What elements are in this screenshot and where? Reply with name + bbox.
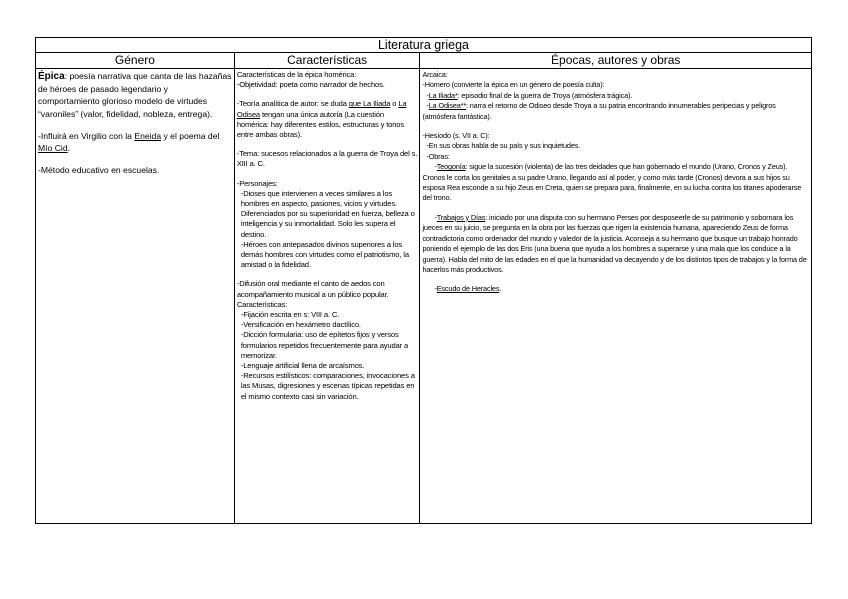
metodo-text: -Método educativo en escuelas. — [38, 165, 160, 176]
char-personajes: -Personajes: — [236, 178, 278, 188]
iliada-title: La Iliada* — [428, 90, 458, 100]
iliada-line — [422, 91, 809, 101]
teoria-odisea: La Odisea — [236, 99, 407, 119]
hesiodo-pais: -En sus obras habla de su país y sus inquietudes. — [426, 141, 581, 151]
hesiodo-heading: -Hesíodo (s. VII a. C): — [422, 131, 490, 141]
char-difusion: -Difusión oral mediante el canto de aedos con acompañamiento musical a un público popular. Características: — [236, 279, 389, 309]
teoria-a: -Teoría analítica de autor: se duda — [236, 99, 349, 109]
char-dioses: -Dioses que intervienen a veces similares a los hombres en aspecto, pasiones, vicios y virtudes. Diferenciados por su superioridad en fuerza, belleza o inteligencia y su inmortalidad. Solo les supera el destino. — [240, 188, 415, 239]
epocas-cell — [420, 69, 812, 524]
epica-definition — [38, 70, 232, 120]
escudo-dash: - — [434, 284, 437, 294]
literature-table — [35, 37, 812, 524]
header-caracteristicas: Características — [234, 53, 420, 69]
influ-a: -Influirá en Virgilio con la — [38, 130, 135, 141]
teogonia-dash: - — [434, 162, 437, 172]
odisea-title: La Odisea** — [428, 101, 467, 111]
eneida-title: Eneida — [134, 130, 162, 141]
influence-text — [38, 130, 232, 154]
odisea-line — [422, 101, 809, 122]
homero-line: -Homero (convierte la épica en un género de poesía culta): — [422, 80, 605, 90]
teoria-e: tengan una única autoría (La cuestión homérica: hay diferentes estilos, estructuras y tonos entre ambas obras). — [236, 109, 405, 140]
char-fijacion: -Fijación escrita en s: VIII a. C. — [240, 310, 340, 320]
char-versificacion: -Versificación en hexámetro dactílico. — [240, 320, 361, 330]
trabajos-dash: - — [434, 212, 437, 222]
iliada-text: : episodio final de la guerra de Troya (atmósfera trágica). — [457, 90, 633, 100]
char-heroes: -Héroes con antepasados divinos superiores a los demás hombres con virtudes como el patriotismo, la amistad o la fidelidad. — [240, 239, 409, 270]
trabajos-title: Trabajos y Días — [436, 212, 486, 222]
escudo-line — [422, 284, 809, 294]
escudo-title: Escudo de Heracles — [436, 284, 500, 294]
influ-b: y el poema del — [161, 130, 220, 141]
teoria-c: o — [390, 99, 399, 109]
mio-cid-title: Mío Cid — [38, 143, 68, 154]
teoria-iliada: que La Iliada — [348, 99, 391, 109]
genero-cell — [36, 69, 235, 524]
char-recursos: -Recursos estilísticos: comparaciones, invocaciones a las Musas, digresiones y escenas típicas repetidas en el mismo contexto casi sin variación. — [240, 371, 415, 401]
escudo-text: . — [499, 284, 502, 294]
header-genero: Género — [36, 53, 235, 69]
trabajos-line — [422, 213, 809, 275]
epica-label: Épica — [38, 71, 65, 82]
epica-text: : poesía narrativa que canta de las hazañas de héroes de pasado legendario y comportamiento glorioso modelo de virtudes “varoniles” (valor, fidelidad, nobleza, entrega). — [38, 71, 232, 119]
caracteristicas-cell — [234, 69, 420, 524]
char-teoria — [237, 99, 418, 140]
char-tema: -Tema: sucesos relacionados a la guerra de Troya del s. XIII a. C. — [236, 149, 418, 169]
influ-c: . — [67, 143, 70, 154]
header-epocas: Épocas, autores y obras — [420, 53, 812, 69]
iliada-dash: - — [426, 90, 429, 100]
trabajos-text: : iniciado por una disputa con su hermano Perses por desposeerle de su patrimonio y sobornara los jueces en su juicio, se pregunta en la obra por las fuerzas que rigen la existencia humana, apareciendo Zeus de forma contradictoria como ordenador del mundo y valedor de la justicia. Aconseja a su hermano que busque un trabajo honrado poniendo el ejemplo de las dos Eris (una buena que ayuda a los hombres a superarse y una mala que los conduce a la guerra). Habla del mito de las edades en el que la humanidad va decayendo y de los distintos tipos de trabajos y la forma de hacerlos más productivos. — [422, 212, 807, 274]
char-objetividad: -Objetividad: poeta como narrador de hechos. — [236, 80, 385, 90]
table-title: Literatura griega — [36, 38, 812, 53]
char-diccion: -Dicción formularia: uso de epítetos fijos y versos formularios repetidos frecuentemente para ayudar a memorizar. — [240, 330, 409, 360]
teogonia-title: Teogonía — [436, 162, 466, 172]
odisea-text: : narra el retorno de Odiseo desde Troya a su patria encontrando innumerables peripecias y peligros (atmósfera fantástica). — [422, 101, 776, 121]
odisea-dash: - — [426, 101, 429, 111]
arcaica-heading: Arcaica: — [422, 70, 448, 79]
char-lenguaje: -Lenguaje artificial llena de arcaísmos. — [240, 361, 365, 371]
teogonia-text: : sigue la sucesión (violenta) de las tres deidades que han gobernado el mundo (Urano, Cronos y Zeus). Cronos le corta los genitales a su padre Urano, llegando así al poder, y como más tarde (Cronos) devora a sus hijos su esposa Rea esconde a su hijo Zeus en Creta, quien se prepara para, finalmente, en su lucha contra los titanes apoderarse del trono. — [422, 162, 802, 203]
teogonia-line — [422, 162, 809, 204]
hesiodo-obras: -Obras: — [426, 151, 450, 161]
char-heading: Características de la épica homérica: — [236, 70, 357, 79]
